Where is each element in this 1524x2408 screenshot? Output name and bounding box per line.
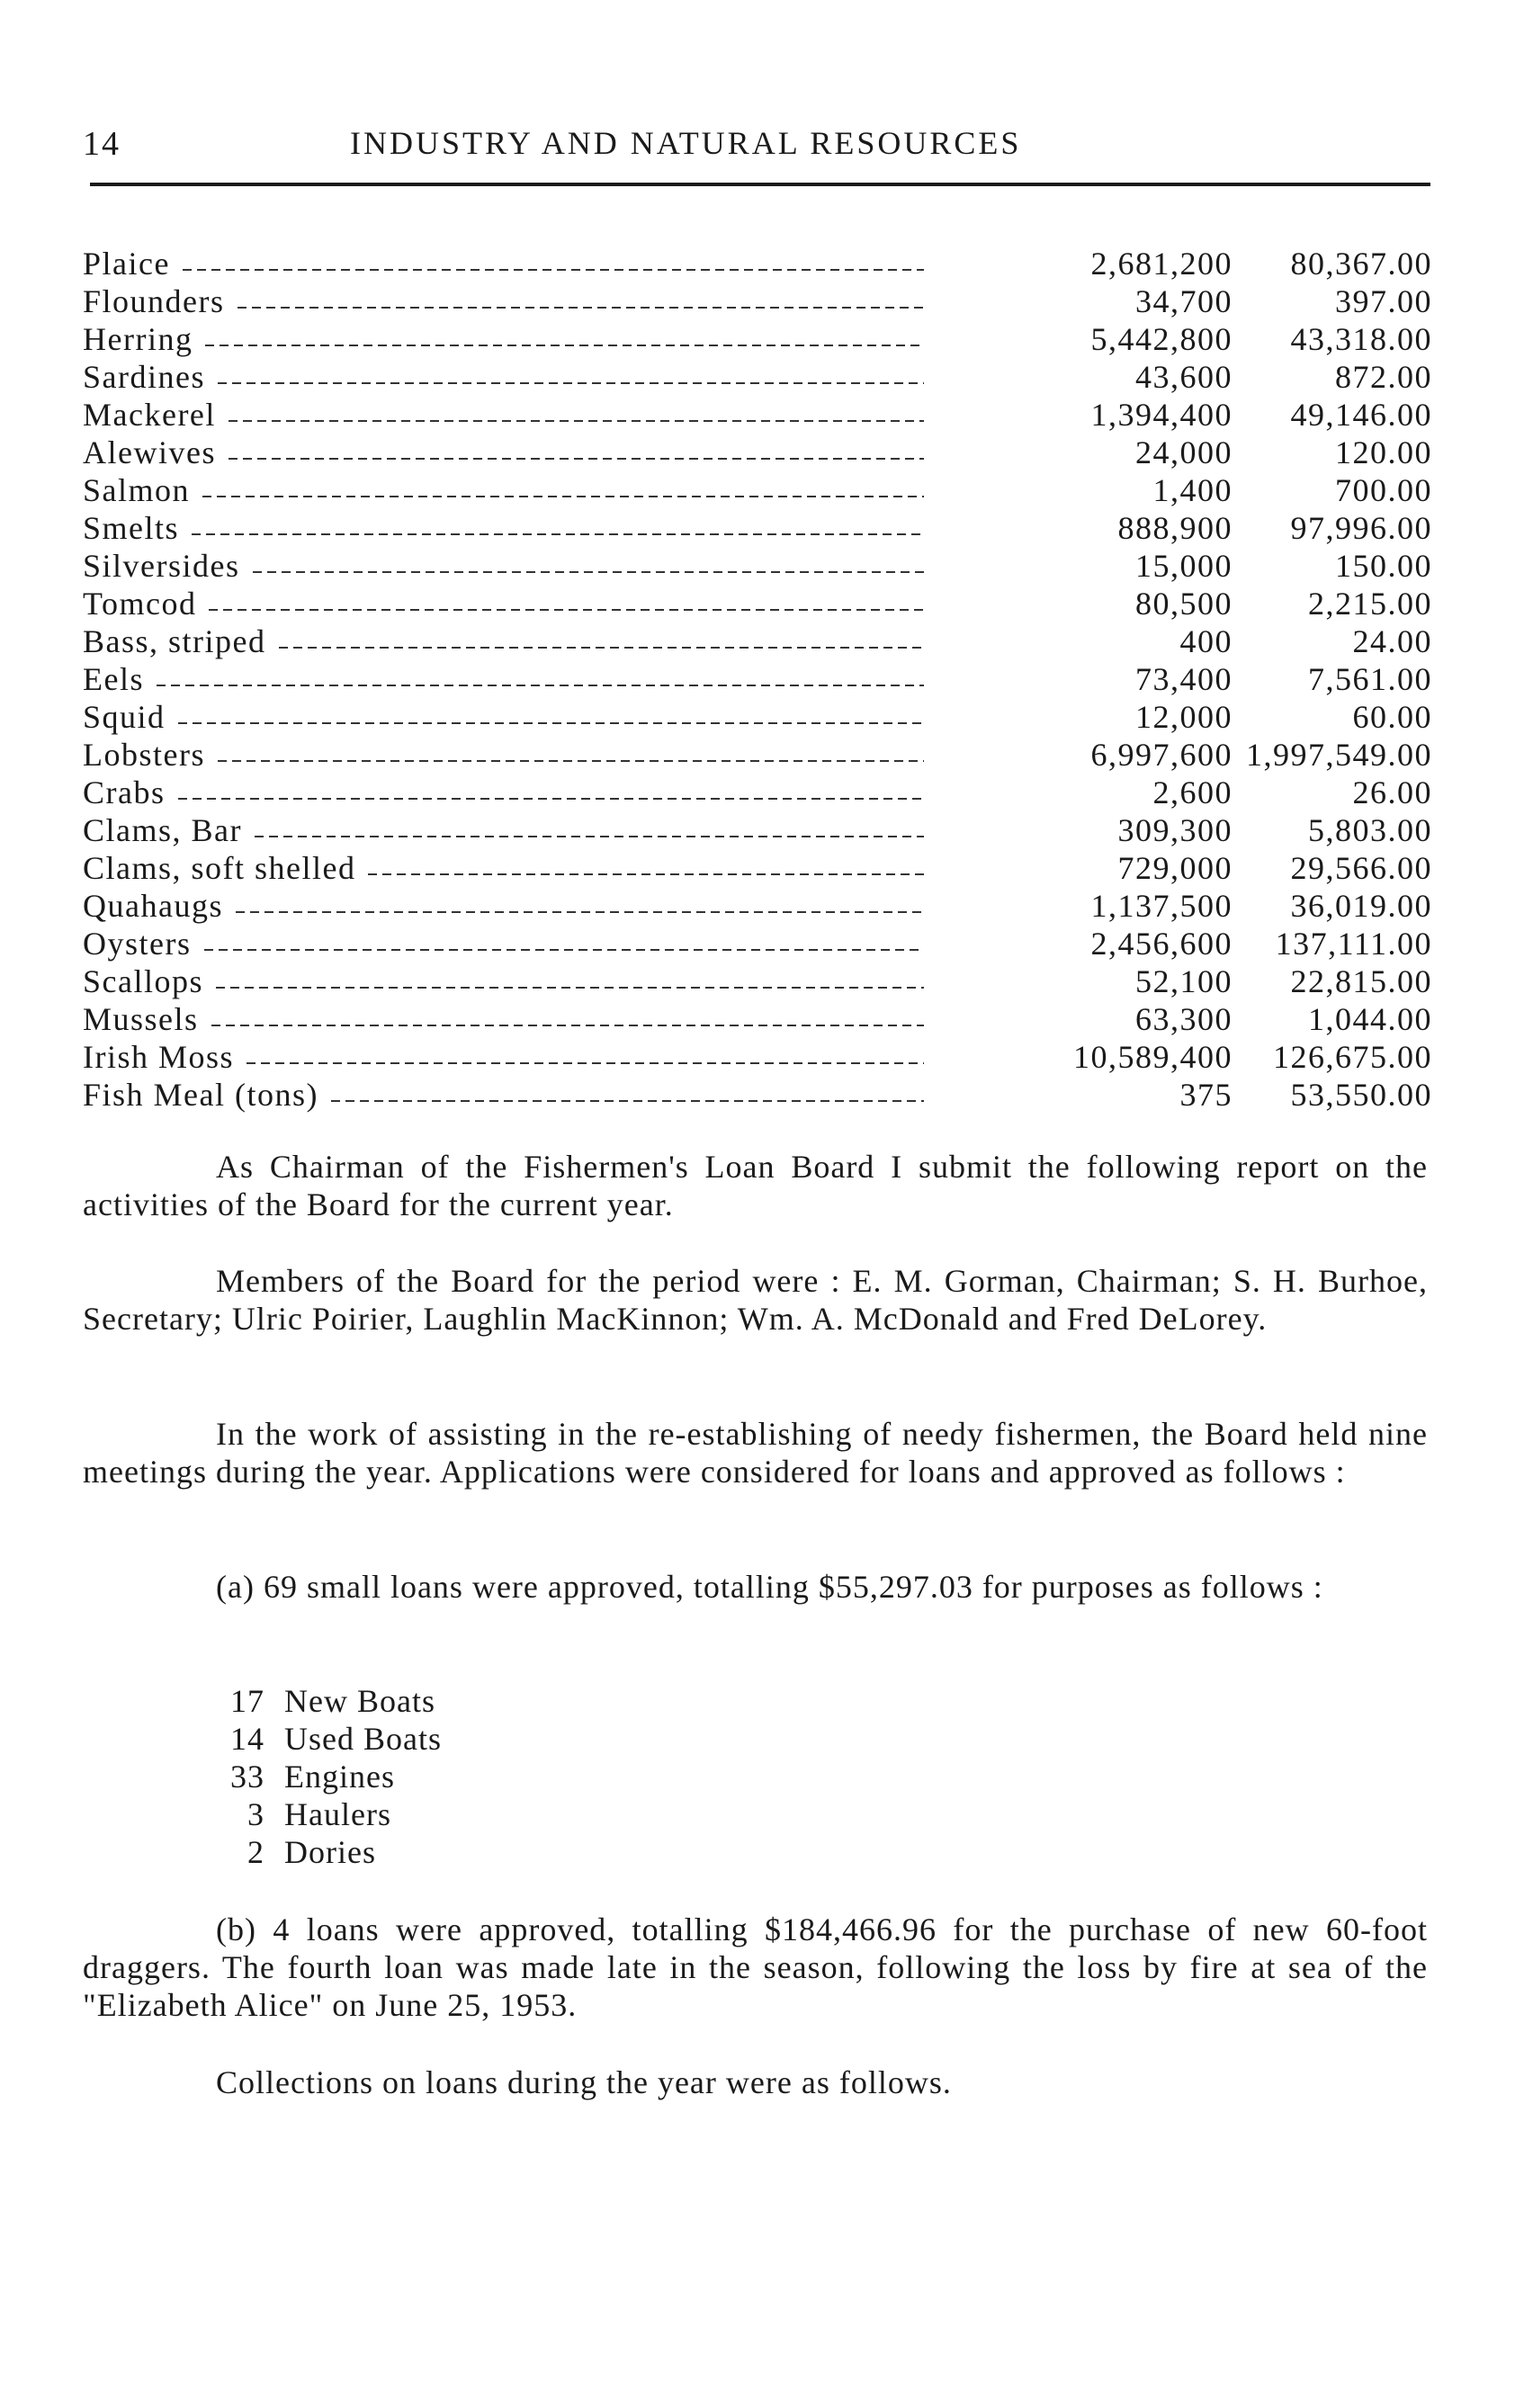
pounds-cell: 73,400 xyxy=(1135,661,1233,697)
catch-table xyxy=(83,245,1432,1114)
dot-leader xyxy=(331,1100,924,1102)
table-row xyxy=(83,1038,1432,1076)
table-row xyxy=(83,736,1432,774)
species-cell xyxy=(83,811,924,849)
dot-leader xyxy=(253,571,925,573)
pounds-cell: 63,300 xyxy=(1135,1001,1233,1037)
species-cell xyxy=(83,282,924,320)
species-cell xyxy=(83,509,924,547)
pounds-cell: 888,900 xyxy=(1117,510,1233,546)
value-cell: 43,318.00 xyxy=(1290,321,1432,357)
loan-purpose-list xyxy=(212,1682,752,1871)
species-name: Oysters xyxy=(83,926,192,962)
table-row xyxy=(83,774,1432,811)
table-row xyxy=(83,660,1432,698)
species-name: Mackerel xyxy=(83,397,216,433)
table-row xyxy=(83,320,1432,358)
value-cell: 120.00 xyxy=(1335,434,1432,470)
species-name: Tomcod xyxy=(83,586,197,622)
purpose-label: Dories xyxy=(284,1834,376,1870)
table-row xyxy=(83,396,1432,434)
dot-leader xyxy=(205,345,924,346)
species-name: Plaice xyxy=(83,246,170,282)
dot-leader xyxy=(183,269,924,271)
table-row xyxy=(83,509,1432,547)
table-row xyxy=(83,887,1432,925)
value-cell: 1,997,549.00 xyxy=(1246,737,1432,773)
pounds-cell: 43,600 xyxy=(1135,359,1233,395)
species-name: Irish Moss xyxy=(83,1039,235,1075)
table-row xyxy=(83,1000,1432,1038)
table-row xyxy=(83,925,1432,962)
value-cell: 24.00 xyxy=(1352,623,1432,659)
dot-leader xyxy=(211,1025,924,1026)
dot-leader xyxy=(238,307,925,309)
pounds-cell: 15,000 xyxy=(1135,548,1233,584)
dot-leader xyxy=(178,798,925,800)
table-row xyxy=(83,1076,1432,1114)
pounds-cell: 10,589,400 xyxy=(1073,1039,1233,1075)
paragraph-board-members: Members of the Board for the period were : E. M. Gorman, Chairman; S. H. Burhoe, Secretary; Ulric Poirier, Laughlin MacKinnon; Wm. A. McDonald and Fred DeLorey. xyxy=(83,1263,1428,1337)
list-item xyxy=(212,1720,752,1758)
purpose-label: New Boats xyxy=(284,1683,435,1719)
table-row xyxy=(83,547,1432,585)
dot-leader xyxy=(218,382,924,384)
value-cell: 22,815.00 xyxy=(1290,963,1432,999)
value-cell: 97,996.00 xyxy=(1290,510,1432,546)
table-row xyxy=(83,434,1432,471)
dot-leader xyxy=(368,873,924,875)
dot-leader xyxy=(279,647,925,649)
table-row xyxy=(83,282,1432,320)
pounds-cell: 375 xyxy=(1179,1077,1233,1113)
list-item xyxy=(212,1758,752,1795)
species-name: Alewives xyxy=(83,434,216,470)
table-row xyxy=(83,962,1432,1000)
dot-leader xyxy=(178,722,924,724)
value-cell: 80,367.00 xyxy=(1290,246,1432,282)
species-cell xyxy=(83,887,924,925)
species-cell xyxy=(83,547,924,585)
value-cell: 872.00 xyxy=(1335,359,1432,395)
table-row xyxy=(83,622,1432,660)
value-cell: 150.00 xyxy=(1335,548,1432,584)
value-cell: 126,675.00 xyxy=(1273,1039,1432,1075)
pounds-cell: 80,500 xyxy=(1135,586,1233,622)
table-row xyxy=(83,698,1432,736)
list-item xyxy=(212,1833,752,1871)
value-cell: 137,111.00 xyxy=(1275,926,1432,962)
species-cell xyxy=(83,774,924,811)
purpose-count: 3 xyxy=(247,1796,264,1832)
species-name: Smelts xyxy=(83,510,180,546)
dot-leader xyxy=(157,685,924,686)
species-name: Scallops xyxy=(83,963,203,999)
pounds-cell: 52,100 xyxy=(1135,963,1233,999)
table-row xyxy=(83,245,1432,282)
species-cell xyxy=(83,434,924,471)
paragraph-meetings: In the work of assisting in the re-establishing of needy fishermen, the Board held nine meetings during the year. Applications were considered for loans and approved as follows : xyxy=(83,1416,1428,1490)
paragraph-collections: Collections on loans during the year were as follows. xyxy=(216,2064,952,2100)
value-cell: 49,146.00 xyxy=(1290,397,1432,433)
running-title: INDUSTRY AND NATURAL RESOURCES xyxy=(350,125,1022,161)
dot-leader xyxy=(216,987,924,989)
species-cell xyxy=(83,736,924,774)
purpose-count: 17 xyxy=(230,1683,264,1719)
species-name: Clams, Bar xyxy=(83,812,242,848)
species-name: Salmon xyxy=(83,472,191,508)
pounds-cell: 1,137,500 xyxy=(1090,888,1233,924)
list-item xyxy=(212,1795,752,1833)
pounds-cell: 2,456,600 xyxy=(1090,926,1233,962)
dot-leader xyxy=(192,533,924,535)
dot-leader xyxy=(229,458,924,460)
pounds-cell: 729,000 xyxy=(1117,850,1233,886)
value-cell: 397.00 xyxy=(1335,283,1432,319)
dot-leader xyxy=(236,911,924,913)
species-cell xyxy=(83,1000,924,1038)
purpose-count: 14 xyxy=(230,1721,264,1757)
dot-leader xyxy=(255,836,924,837)
purpose-label: Engines xyxy=(284,1759,395,1795)
species-cell xyxy=(83,962,924,1000)
species-name: Clams, soft shelled xyxy=(83,850,356,886)
dot-leader xyxy=(218,760,924,762)
purpose-count: 33 xyxy=(230,1759,264,1795)
pounds-cell: 2,681,200 xyxy=(1090,246,1233,282)
value-cell: 29,566.00 xyxy=(1290,850,1432,886)
table-row xyxy=(83,471,1432,509)
purpose-count: 2 xyxy=(247,1834,264,1870)
value-cell: 7,561.00 xyxy=(1308,661,1432,697)
dot-leader xyxy=(209,609,924,611)
table-row xyxy=(83,849,1432,887)
value-cell: 1,044.00 xyxy=(1308,1001,1432,1037)
species-name: Fish Meal (tons) xyxy=(83,1077,318,1113)
species-name: Flounders xyxy=(83,283,225,319)
pounds-cell: 24,000 xyxy=(1135,434,1233,470)
species-name: Squid xyxy=(83,699,166,735)
pounds-cell: 34,700 xyxy=(1135,283,1233,319)
paragraph-small-loans: (a) 69 small loans were approved, totalling $55,297.03 for purposes as follows : xyxy=(216,1569,1323,1605)
species-name: Silversides xyxy=(83,548,240,584)
page-header xyxy=(83,124,1428,178)
species-cell xyxy=(83,622,924,660)
purpose-label: Haulers xyxy=(284,1796,391,1832)
species-cell xyxy=(83,358,924,396)
species-cell xyxy=(83,849,924,887)
species-cell xyxy=(83,585,924,622)
header-rule xyxy=(90,183,1430,186)
paragraph-chairman-report: As Chairman of the Fishermen's Loan Board I submit the following report on the activities of the Board for the current year. xyxy=(83,1149,1428,1222)
species-cell xyxy=(83,396,924,434)
species-cell xyxy=(83,1038,924,1076)
value-cell: 36,019.00 xyxy=(1290,888,1432,924)
species-name: Crabs xyxy=(83,774,166,810)
paragraph-dragger-loans: (b) 4 loans were approved, totalling $184,466.96 for the purchase of new 60-foot draggers. The fourth loan was made late in the season, following the loss by fire at sea of the "Elizabeth Alice" on June 25, 1953. xyxy=(83,1911,1428,2023)
dot-leader xyxy=(204,949,925,951)
value-cell: 5,803.00 xyxy=(1308,812,1432,848)
table-row xyxy=(83,358,1432,396)
species-cell xyxy=(83,245,924,282)
species-cell xyxy=(83,1076,924,1114)
pounds-cell: 2,600 xyxy=(1152,774,1233,810)
species-name: Herring xyxy=(83,321,193,357)
dot-leader xyxy=(229,420,924,422)
pounds-cell: 1,394,400 xyxy=(1090,397,1233,433)
dot-leader xyxy=(202,496,924,497)
species-name: Quahaugs xyxy=(83,888,223,924)
pounds-cell: 309,300 xyxy=(1117,812,1233,848)
species-name: Bass, striped xyxy=(83,623,266,659)
species-cell xyxy=(83,660,924,698)
pounds-cell: 5,442,800 xyxy=(1090,321,1233,357)
species-cell xyxy=(83,320,924,358)
dot-leader xyxy=(247,1062,924,1064)
value-cell: 700.00 xyxy=(1335,472,1432,508)
pounds-cell: 1,400 xyxy=(1152,472,1233,508)
species-cell xyxy=(83,471,924,509)
table-row xyxy=(83,811,1432,849)
value-cell: 2,215.00 xyxy=(1308,586,1432,622)
species-name: Lobsters xyxy=(83,737,205,773)
purpose-label: Used Boats xyxy=(284,1721,442,1757)
pounds-cell: 6,997,600 xyxy=(1090,737,1233,773)
species-name: Mussels xyxy=(83,1001,199,1037)
list-item xyxy=(212,1682,752,1720)
species-cell xyxy=(83,925,924,962)
table-row xyxy=(83,585,1432,622)
pounds-cell: 400 xyxy=(1179,623,1233,659)
pounds-cell: 12,000 xyxy=(1135,699,1233,735)
species-name: Sardines xyxy=(83,359,205,395)
value-cell: 53,550.00 xyxy=(1290,1077,1432,1113)
value-cell: 26.00 xyxy=(1352,774,1432,810)
value-cell: 60.00 xyxy=(1352,699,1432,735)
page-number: 14 xyxy=(83,125,121,163)
species-cell xyxy=(83,698,924,736)
species-name: Eels xyxy=(83,661,144,697)
